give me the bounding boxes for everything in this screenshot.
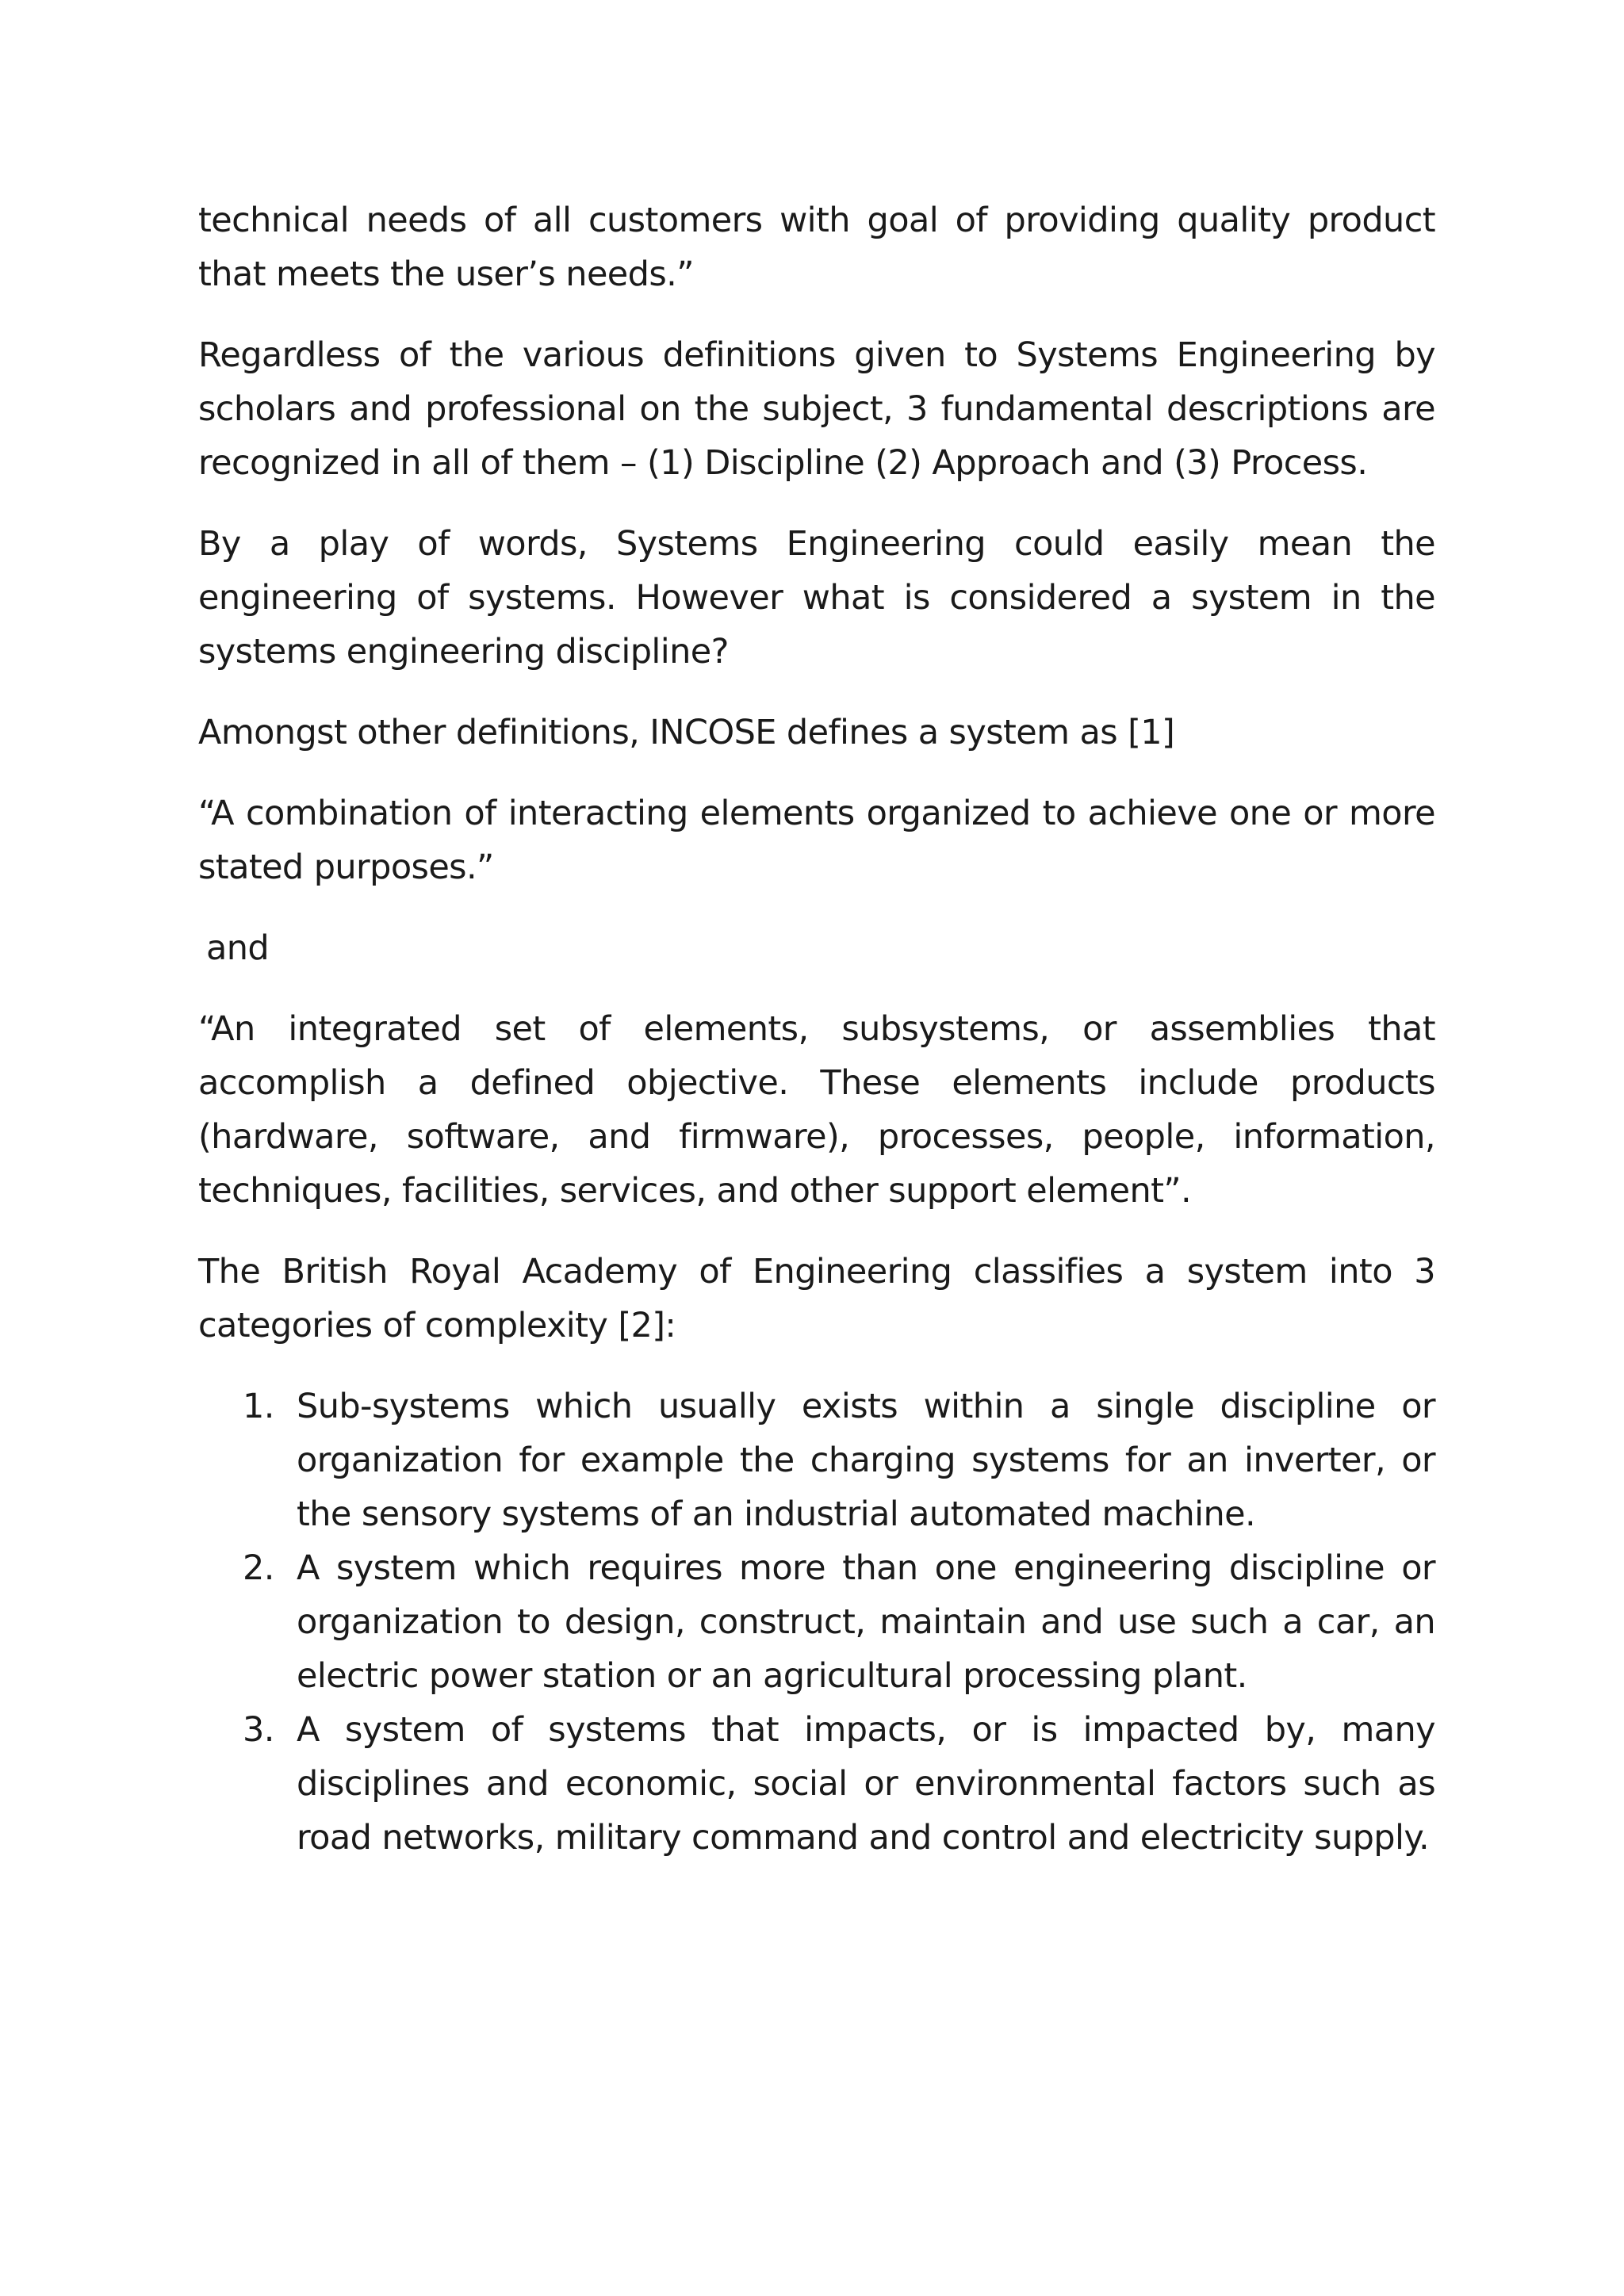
paragraph-royal-academy: The British Royal Academy of Engineering classifies a system into 3 categories of complexity [2]: <box>198 1252 1435 1345</box>
paragraph-quote-end: technical needs of all customers with goal of providing quality product that meets the user’s needs.” <box>198 201 1435 294</box>
list-item <box>198 1541 1435 1703</box>
list-number: 3. <box>243 1710 274 1750</box>
list-item-text: A system which requires more than one engineering discipline or organization to design, construct, maintain and use such a car, an electric power station or an agricultural processing plant. <box>297 1548 1435 1696</box>
list-item-text: Sub-systems which usually exists within a single discipline or organization for example the charging systems for an inverter, or the sensory systems of an industrial automated machine. <box>297 1387 1435 1534</box>
paragraph-definitions: Regardless of the various definitions given to Systems Engineering by scholars and professional on the subject, 3 fundamental descriptions are recognized in all of them – (1) Discipline (2) Approach and (3) Process. <box>198 335 1435 483</box>
paragraph-play-of-words: By a play of words, Systems Engineering could easily mean the engineering of systems. However what is considered a system in the systems engineering discipline? <box>198 524 1435 672</box>
quote-integrated-set: “An integrated set of elements, subsystems, or assemblies that accomplish a defined objective. These elements include products (hardware, software, and firmware), processes, people, information, techniques, facilities, services, and other support element”. <box>198 1009 1435 1211</box>
list-item-text: A system of systems that impacts, or is impacted by, many disciplines and economic, social or environmental factors such as road networks, military command and control and electricity supply. <box>297 1710 1435 1858</box>
list-item <box>198 1703 1435 1865</box>
quote-combination: “A combination of interacting elements organized to achieve one or more stated purposes.” <box>198 794 1435 887</box>
list-number: 1. <box>243 1387 274 1426</box>
list-item <box>198 1380 1435 1541</box>
paragraph-and: and <box>206 928 270 968</box>
paragraph-incose-intro: Amongst other definitions, INCOSE defines a system as [1] <box>198 713 1175 752</box>
list-number: 2. <box>243 1548 274 1588</box>
complexity-list <box>198 1380 1435 1865</box>
page-content <box>198 193 1435 1865</box>
